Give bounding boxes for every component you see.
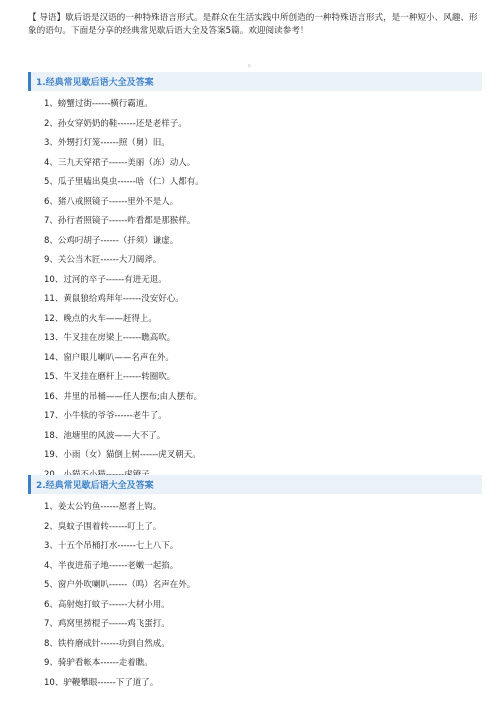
list-item: 14、窗户眼儿喇叭——名声在外。: [44, 352, 174, 363]
list-item: 1、螃蟹过街------横行霸道。: [44, 99, 153, 109]
list-item: 2、孙女穿奶奶的鞋------还是老样子。: [44, 118, 187, 129]
section-1-list: [44, 95, 204, 485]
list-item: 2、臭蚊子围着转------叮上了。: [44, 521, 162, 532]
list-item: 3、十五个吊桶打水------七上八下。: [44, 541, 179, 551]
divider-mark: 。: [247, 59, 257, 69]
list-item: 4、三九天穿裙子------美丽（冻）动人。: [44, 157, 196, 168]
list-item: 9、关公当木匠------大刀阔斧。: [44, 255, 162, 265]
list-item: 8、公鸡叼胡子------（扦须）谦虚。: [44, 235, 179, 246]
section-1-title: 1.经典常见歇后语大全及答案: [36, 78, 154, 88]
section-1-header: [28, 72, 482, 91]
list-item: 6、高射炮打蚊子------大材小用。: [44, 599, 170, 610]
list-item: 12、晚点的火车——赶得上。: [44, 313, 157, 324]
list-item: 5、窗户外吹喇叭------（鸣）名声在外。: [44, 580, 196, 590]
section-2-header: [28, 475, 482, 494]
list-item: 5、瓜子里嗑出臭虫------啥（仁）人都有。: [44, 177, 204, 187]
list-item: 11、黄鼠狼给鸡拜年------没安好心。: [44, 294, 184, 304]
list-item: 19、小雨（女）猫倒上树------虎叉朝天。: [44, 450, 201, 460]
list-item: 7、孙行者照镜子------咋看都是那猴样。: [44, 216, 196, 226]
list-item: 17、小牛犊的爷爷------老牛了。: [44, 411, 167, 421]
list-item: 10、驴鞭攀眼------下了道了。: [44, 677, 159, 688]
section-2-list: [44, 498, 195, 693]
list-item: 4、半夜进茄子地------老嫩一起掐。: [44, 560, 179, 571]
list-item: 6、猪八戒照镜子------里外不是人。: [44, 196, 179, 207]
section-2-title: 2.经典常见歇后语大全及答案: [36, 481, 154, 491]
list-item: 3、外甥打灯笼------照（舅）旧。: [44, 138, 170, 148]
list-item: 16、井里的吊桶——任人摆布;由人摆布。: [44, 391, 203, 402]
list-item: 10、过河的卒子------有进无退。: [44, 274, 167, 285]
list-item: 15、牛叉挂在磨杆上------转圈吹。: [44, 372, 176, 382]
list-item: 9、骑驴看帐本------走着瞧。: [44, 658, 153, 668]
list-item: 1、姜太公钓鱼------愿者上钩。: [44, 502, 162, 512]
list-item: 8、铁杵磨成针------功到自然成。: [44, 638, 170, 649]
list-item: 18、池塘里的风波——大不了。: [44, 430, 166, 441]
intro-paragraph: 【 导语】歇后语是汉语的一种特殊语言形式。是群众在生活实践中所创造的一种特殊语言形式，是一种短小、风趣、形象的语句。下面是分享的经典常见歇后语大全及答案5篇。欢迎阅读参考！: [28, 13, 478, 36]
list-item: 7、鸡窝里捞棍子------鸡飞蛋打。: [44, 619, 170, 629]
list-item: 13、牛叉挂在房梁上------瞧高吹。: [44, 333, 176, 343]
